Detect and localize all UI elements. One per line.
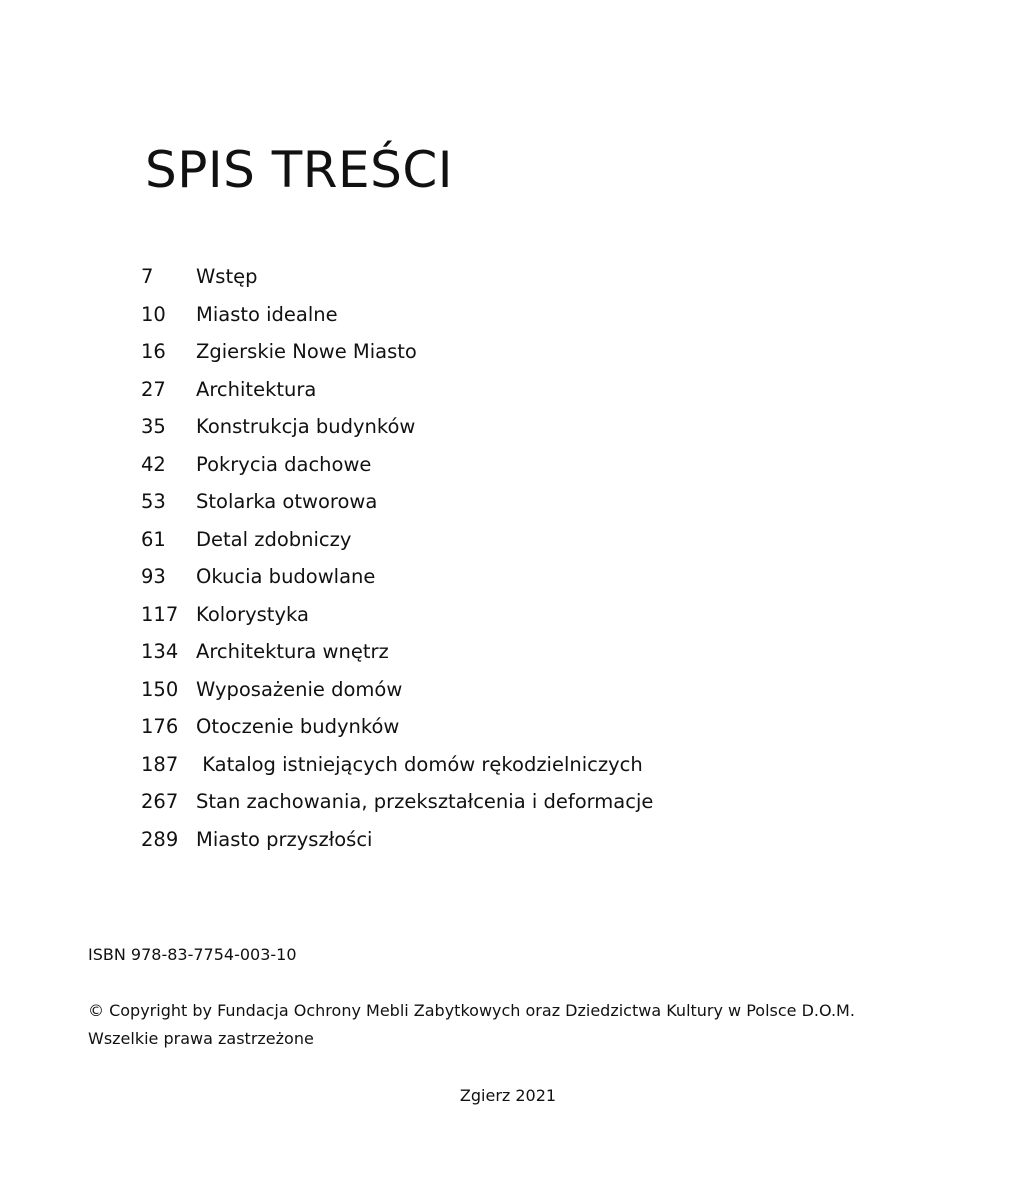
toc-entry — [141, 296, 841, 334]
toc-chapter-title: Otoczenie budynków — [196, 715, 400, 739]
toc-entry — [141, 521, 841, 559]
toc-chapter-title: Stan zachowania, przekształcenia i deformacje — [196, 790, 654, 814]
toc-chapter-title: Wyposażenie domów — [196, 677, 403, 701]
page-title: SPIS TREŚCI — [145, 141, 454, 199]
toc-entry — [141, 783, 841, 821]
toc-chapter-title: Pokrycia dachowe — [196, 452, 372, 476]
place-and-year: Zgierz 2021 — [459, 1086, 557, 1105]
toc-entry — [141, 483, 841, 521]
toc-chapter-title: Architektura — [196, 377, 317, 401]
toc-entry — [141, 596, 841, 634]
toc-entry — [141, 371, 841, 409]
toc-entry — [141, 558, 841, 596]
toc-page-number: 27 — [141, 377, 166, 401]
toc-entry — [141, 258, 841, 296]
toc-page-number: 289 — [141, 827, 179, 851]
toc-page-number: 187 — [141, 752, 179, 776]
toc-page-number: 117 — [141, 602, 179, 626]
toc-page-number: 134 — [141, 640, 179, 664]
toc-entry — [141, 708, 841, 746]
toc-page-number: 53 — [141, 490, 166, 514]
table-of-contents — [141, 258, 841, 858]
toc-page-number: 10 — [141, 302, 166, 326]
toc-chapter-title: Wstęp — [196, 265, 258, 289]
rights-reserved-notice: Wszelkie prawa zastrzeżone — [88, 1029, 314, 1048]
toc-page-number: 7 — [141, 265, 154, 289]
toc-chapter-title: Detal zdobniczy — [196, 527, 352, 551]
toc-entry — [141, 333, 841, 371]
toc-chapter-title: Miasto przyszłości — [196, 827, 373, 851]
toc-entry — [141, 408, 841, 446]
toc-chapter-title: Stolarka otworowa — [196, 490, 378, 514]
toc-chapter-title: Zgierskie Nowe Miasto — [196, 340, 417, 364]
toc-page-number: 93 — [141, 565, 166, 589]
toc-chapter-title: Okucia budowlane — [196, 565, 376, 589]
toc-chapter-title: Konstrukcja budynków — [196, 415, 416, 439]
toc-page-number: 267 — [141, 790, 179, 814]
toc-entry — [141, 633, 841, 671]
toc-page-number: 35 — [141, 415, 166, 439]
toc-entry — [141, 821, 841, 859]
toc-page-number: 150 — [141, 677, 179, 701]
copyright-notice: © Copyright by Fundacja Ochrony Mebli Zabytkowych oraz Dziedzictwa Kultury w Polsce D.O.M. — [88, 1001, 855, 1020]
toc-page-number: 61 — [141, 527, 166, 551]
toc-entry — [141, 446, 841, 484]
toc-page-number: 16 — [141, 340, 166, 364]
toc-entry — [141, 671, 841, 709]
toc-chapter-title: Architektura wnętrz — [196, 640, 389, 664]
toc-chapter-title: Katalog istniejących domów rękodzielniczych — [196, 752, 643, 776]
toc-chapter-title: Kolorystyka — [196, 602, 309, 626]
isbn-line: ISBN 978-83-7754-003-10 — [88, 945, 297, 964]
toc-chapter-title: Miasto idealne — [196, 302, 338, 326]
toc-entry — [141, 746, 841, 784]
toc-page-number: 176 — [141, 715, 179, 739]
toc-page-number: 42 — [141, 452, 166, 476]
